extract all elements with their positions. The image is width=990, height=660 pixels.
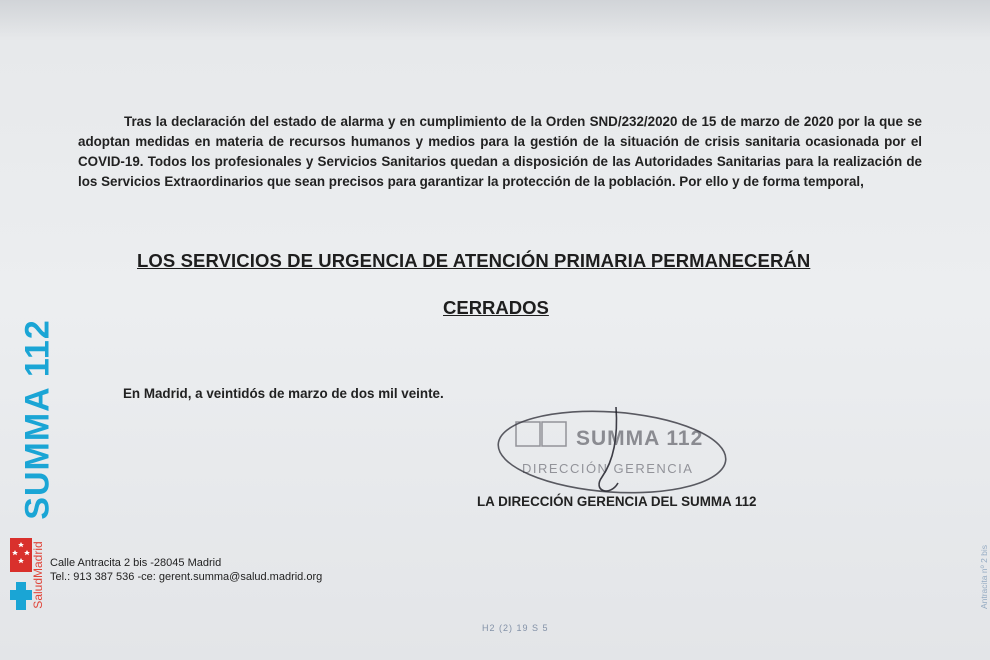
salud-madrid-label: SaludMadrid: [31, 541, 45, 609]
body-paragraph: Tras la declaración del estado de alarma y en cumplimiento de la Orden SND/232/2020 de 15 de marzo de 2020 por la que se adoptan medidas en materia de recursos humanos y medios para la gestión de la situación de crisis sanitaria ocasionada por el COVID-19. Todos los profesionales y Servicios Sanitarios quedan a disposición de las Autoridades Sanitarias para la realización de los Servicios Extraordinarios que sean precisos para garantizar la protección de la población. Por ello y de forma temporal,: [78, 114, 922, 189]
side-address-note: Antracita nº 2 bis: [979, 544, 989, 610]
footer-contact: Tel.: 913 387 536 -ce: gerent.summa@salud.madrid.org: [50, 571, 323, 583]
brand-name: SUMMA 112: [18, 319, 57, 520]
document-code: H2 (2) 19 S 5: [482, 623, 549, 633]
notice-heading-line-1: LOS SERVICIOS DE URGENCIA DE ATENCIÓN PRIMARIA PERMANECERÁN: [137, 250, 811, 271]
footer-address: Calle Antracita 2 bis -28045 Madrid: [50, 557, 222, 569]
page-shadow: [0, 0, 990, 40]
official-stamp: [492, 405, 732, 500]
notice-heading-line-2: CERRADOS: [443, 297, 549, 318]
place-and-date: En Madrid, a veintidós de marzo de dos mil veinte.: [123, 386, 444, 401]
signature-line: LA DIRECCIÓN GERENCIA DEL SUMMA 112: [477, 494, 757, 509]
stamp-organization: SUMMA 112: [576, 427, 704, 450]
summa-112-logo: [18, 308, 58, 528]
stamp-subtitle: DIRECCIÓN GERENCIA: [522, 461, 694, 476]
